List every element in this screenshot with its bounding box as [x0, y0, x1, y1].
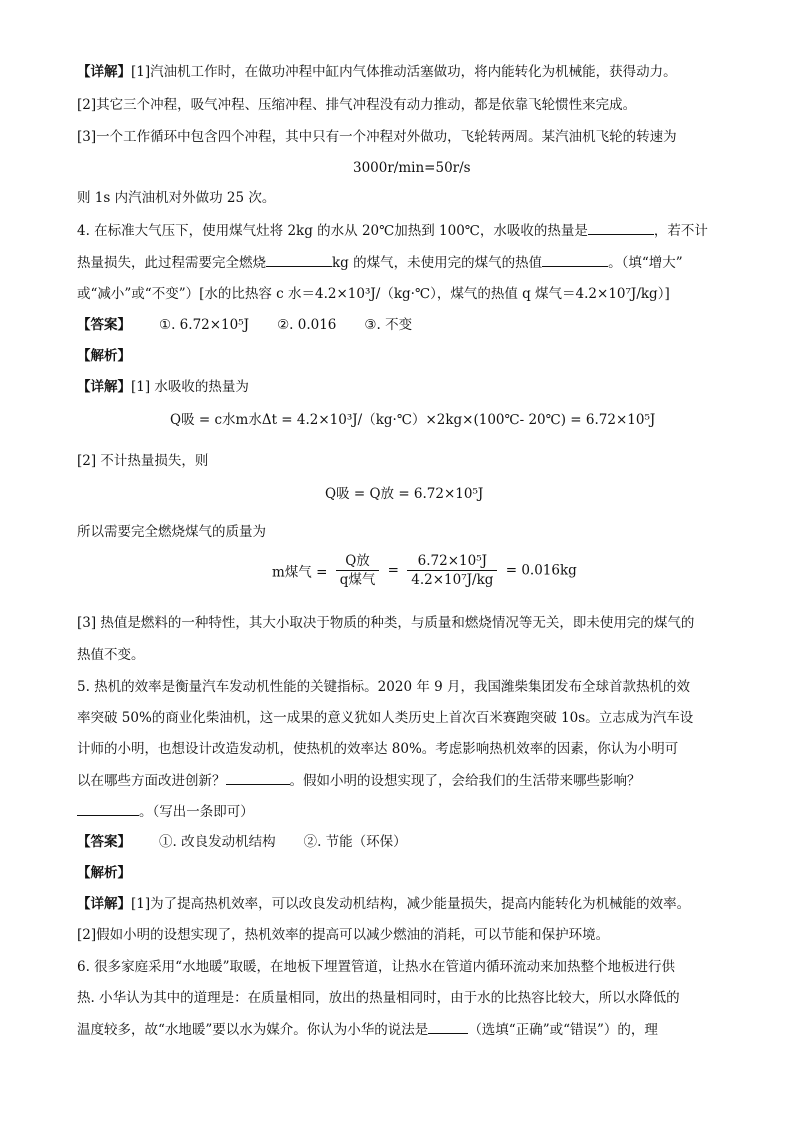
- detail-4-line-2: [2] 不计热量损失，则: [77, 453, 209, 469]
- detail-tag: 【详解】: [77, 379, 131, 395]
- analysis-tag-5: 【解析】: [77, 865, 131, 881]
- answer-blank: [542, 252, 608, 267]
- detail-line-1: 【详解】[1]汽油机工作时，在做功冲程中缸内气体推动活塞做功，将内能转化为机械能，获得动力。: [77, 64, 677, 80]
- question-4-line-2: 热量损失，此过程需要完全燃烧 kg 的煤气，未使用完的煤气的热值 。（填“增大”: [77, 252, 683, 273]
- question-4-line-3: 或“减小”或“不变”）[水的比热容 c 水＝4.2×10³J/（kg·℃），煤气的热值 q 煤气＝4.2×10⁷J/kg）]: [77, 286, 670, 302]
- answer-4: 【答案】 ①. 6.72×10⁵J ②. 0.016 ③. 不变: [77, 317, 413, 333]
- answer-blank: [266, 252, 332, 267]
- answer-tag: 【答案】: [77, 317, 131, 333]
- question-6-line-1: 6. 很多家庭采用“水地暖”取暖，在地板下埋置管道，让热水在管道内循环流动来加热整个地板进行供: [77, 959, 675, 975]
- question-5-line-4: 以在哪些方面改进创新？ 。假如小明的设想实现了，会给我们的生活带来哪些影响？: [77, 770, 641, 791]
- detail-4-line-4: [3] 热值是燃料的一种特性，其大小取决于物质的种类，与质量和燃烧情况等无关，即未使用完的煤气的: [77, 615, 695, 631]
- question-4-line-1: 4. 在标准大气压下，使用煤气灶将 2kg 的水从 20℃加热到 100℃，水吸收的热量是 ，若不计: [77, 220, 708, 241]
- answer-blank: [588, 220, 654, 235]
- formula-gas-mass: m煤气 = $\frac{\text{Q放}}{\text{q煤气}}$ = $\frac{\text{6.72×10⁵J}}{\text{4.2×10⁷J/kg}}$ = 0.016kg: [272, 553, 577, 588]
- formula-heat-absorbed: Q吸 = c水m水Δt = 4.2×10³J/（kg·℃）×2kg×(100℃- 20℃) = 6.72×10⁵J: [170, 412, 656, 428]
- detail-4-line-1: 【详解】[1] 水吸收的热量为: [77, 379, 249, 395]
- detail-4-line-3: 所以需要完全燃烧煤气的质量为: [77, 524, 266, 540]
- question-6-line-3: 温度较多，故“水地暖”要以水为媒介。你认为小华的说法是 （选填“正确”或“错误”）的，理: [77, 1019, 658, 1040]
- question-5-line-1: 5. 热机的效率是衡量汽车发动机性能的关键指标。2020 年 9 月，我国潍柴集团发布全球首款热机的效: [77, 679, 690, 695]
- detail-line-2: [2]其它三个冲程，吸气冲程、压缩冲程、排气冲程没有动力推动，都是依靠飞轮惯性来完成。: [77, 97, 637, 113]
- answer-blank: [77, 801, 139, 816]
- answer-tag: 【答案】: [77, 834, 131, 850]
- answer-blank: [226, 770, 290, 785]
- detail-tag: 【详解】: [77, 64, 131, 80]
- fraction-q-over-q: $\frac{\text{Q放}}{\text{q煤气}}$: [336, 552, 380, 589]
- detail-line-3: [3]一个工作循环中包含四个冲程，其中只有一个冲程对外做功，飞轮转两周。某汽油机飞轮的转速为: [77, 129, 677, 145]
- analysis-tag-4: 【解析】: [77, 348, 131, 364]
- question-5-line-2: 率突破 50%的商业化柴油机，这一成果的意义犹如人类历史上首次百米赛跑突破 10s。立志成为汽车设: [77, 710, 694, 726]
- rpm-formula: 3000r/min=50r/s: [353, 160, 471, 176]
- answer-blank: [428, 1019, 468, 1034]
- fraction-values: $\frac{\text{6.72×10⁵J}}{\text{4.2×10⁷J/kg}}$: [407, 552, 497, 589]
- question-6-line-2: 热. 小华认为其中的道理是：在质量相同，放出的热量相同时，由于水的比热容比较大，所以水降低的: [77, 990, 680, 1006]
- detail-5-line-2: [2]假如小明的设想实现了，热机效率的提高可以减少燃油的消耗，可以节能和保护环境。: [77, 927, 610, 943]
- detail-4-line-5: 热值不变。: [77, 647, 145, 663]
- question-5-line-5: 。（写出一条即可）: [77, 801, 254, 822]
- detail-5-line-1: 【详解】[1]为了提高热机效率，可以改良发动机结构，减少能量损失，提高内能转化为机械能的效率。: [77, 896, 691, 912]
- detail-tag: 【详解】: [77, 896, 131, 912]
- detail-line-5: 则 1s 内汽油机对外做功 25 次。: [77, 190, 276, 206]
- answer-5: 【答案】 ①. 改良发动机结构 ②. 节能（环保）: [77, 834, 407, 850]
- question-5-line-3: 计师的小明，也想设计改造发动机，使热机的效率达 80%。考虑影响热机效率的因素，你认为小明可: [77, 741, 679, 757]
- formula-heat-equal: Q吸 = Q放 = 6.72×10⁵J: [325, 486, 484, 502]
